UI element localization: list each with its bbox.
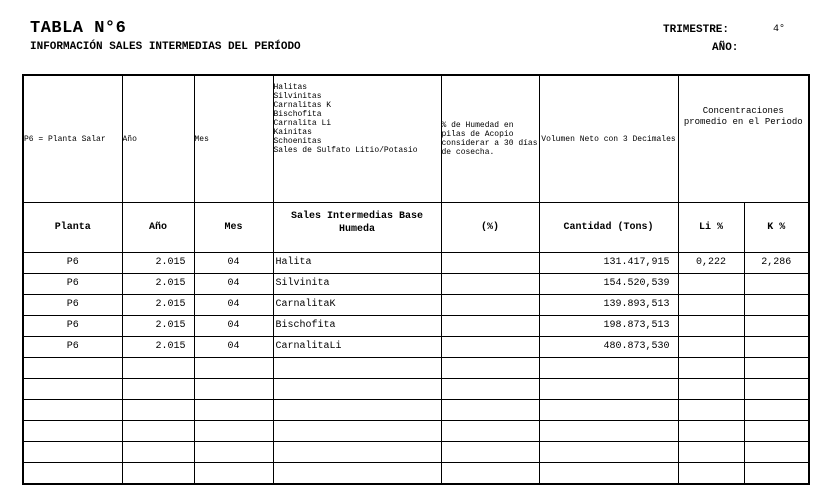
cell-planta: P6 (23, 274, 122, 295)
cell-humedad (441, 337, 539, 358)
cell-humedad (441, 253, 539, 274)
cell-sal (273, 442, 441, 463)
sales-list-item: Halitas (273, 83, 308, 92)
cell-planta: P6 (23, 295, 122, 316)
anio-label: AÑO: (712, 42, 739, 54)
desc-anio: Año (122, 75, 194, 203)
cell-mes: 04 (194, 337, 273, 358)
desc-sales-list (273, 75, 441, 203)
desc-planta: P6 = Planta Salar (23, 75, 122, 203)
cell-cantidad: 131.417,915 (539, 253, 678, 274)
cell-anio: 2.015 (122, 253, 194, 274)
cell-cantidad: 139.893,513 (539, 295, 678, 316)
cell-li (678, 274, 744, 295)
cell-mes: 04 (194, 274, 273, 295)
cell-humedad (441, 274, 539, 295)
cell-cantidad: 480.873,530 (539, 337, 678, 358)
sales-table (22, 74, 810, 485)
col-anio: Año (122, 203, 194, 253)
cell-cantidad (539, 358, 678, 379)
cell-anio (122, 400, 194, 421)
cell-sal: CarnalitaK (273, 295, 441, 316)
cell-sal (273, 358, 441, 379)
cell-planta: P6 (23, 337, 122, 358)
sales-list-item: Schoenitas (273, 137, 322, 146)
cell-sal: Bischofita (273, 316, 441, 337)
cell-li (678, 442, 744, 463)
table-title: TABLA N°6 (30, 19, 127, 38)
table-row (23, 316, 809, 337)
cell-sal (273, 400, 441, 421)
cell-humedad (441, 316, 539, 337)
cell-sal (273, 421, 441, 442)
cell-planta: P6 (23, 253, 122, 274)
cell-planta (23, 358, 122, 379)
cell-k (744, 442, 809, 463)
cell-planta (23, 442, 122, 463)
description-row (23, 75, 809, 203)
cell-cantidad (539, 442, 678, 463)
cell-anio: 2.015 (122, 274, 194, 295)
cell-k (744, 379, 809, 400)
cell-li (678, 337, 744, 358)
desc-mes: Mes (194, 75, 273, 203)
cell-cantidad (539, 400, 678, 421)
cell-anio (122, 379, 194, 400)
column-header-row (23, 203, 809, 253)
cell-cantidad: 154.520,539 (539, 274, 678, 295)
cell-li (678, 400, 744, 421)
cell-k (744, 358, 809, 379)
cell-li (678, 421, 744, 442)
table-body (23, 253, 809, 485)
table-row (23, 274, 809, 295)
cell-li (678, 463, 744, 485)
cell-k: 2,286 (744, 253, 809, 274)
cell-mes (194, 379, 273, 400)
desc-concentraciones: Concentraciones promedio en el Periodo (678, 75, 809, 203)
cell-humedad (441, 442, 539, 463)
table-row (23, 358, 809, 379)
cell-cantidad (539, 379, 678, 400)
cell-cantidad: 198.873,513 (539, 316, 678, 337)
cell-anio (122, 421, 194, 442)
table-row (23, 463, 809, 485)
cell-anio (122, 442, 194, 463)
cell-sal: Halita (273, 253, 441, 274)
cell-planta: P6 (23, 316, 122, 337)
col-k: K % (744, 203, 809, 253)
cell-sal: Silvinita (273, 274, 441, 295)
cell-li (678, 295, 744, 316)
cell-mes: 04 (194, 295, 273, 316)
cell-anio (122, 358, 194, 379)
cell-humedad (441, 400, 539, 421)
table-row (23, 442, 809, 463)
cell-k (744, 295, 809, 316)
table-subtitle: INFORMACIÓN SALES INTERMEDIAS DEL PERÍODO (30, 41, 301, 53)
sales-list-item: Bischofita (273, 110, 322, 119)
col-humedad: (%) (441, 203, 539, 253)
cell-mes: 04 (194, 253, 273, 274)
cell-mes (194, 463, 273, 485)
cell-mes (194, 442, 273, 463)
cell-humedad (441, 379, 539, 400)
cell-mes: 04 (194, 316, 273, 337)
cell-k (744, 316, 809, 337)
cell-anio (122, 463, 194, 485)
sales-list-item: Silvinitas (273, 92, 322, 101)
col-sales: Sales Intermedias Base Humeda (273, 203, 441, 253)
sales-list-item: Sales de Sulfato Litio/Potasio (273, 146, 418, 155)
cell-anio: 2.015 (122, 337, 194, 358)
cell-li (678, 316, 744, 337)
cell-anio: 2.015 (122, 295, 194, 316)
cell-li (678, 379, 744, 400)
col-planta: Planta (23, 203, 122, 253)
cell-k (744, 400, 809, 421)
cell-planta (23, 421, 122, 442)
trimestre-value: 4° (773, 24, 786, 35)
table-row (23, 295, 809, 316)
cell-mes (194, 358, 273, 379)
cell-li (678, 358, 744, 379)
desc-humedad: % de Humedad en pilas de Acopio considerar a 30 días de cosecha. (441, 75, 539, 203)
cell-k (744, 337, 809, 358)
cell-mes (194, 400, 273, 421)
col-cantidad: Cantidad (Tons) (539, 203, 678, 253)
cell-cantidad (539, 463, 678, 485)
cell-planta (23, 379, 122, 400)
cell-k (744, 421, 809, 442)
cell-humedad (441, 463, 539, 485)
table-row (23, 337, 809, 358)
sales-list-item: Kainitas (273, 128, 312, 137)
cell-k (744, 463, 809, 485)
col-mes: Mes (194, 203, 273, 253)
sales-list-item: Carnalita Li (273, 119, 332, 128)
trimestre-label: TRIMESTRE: (663, 24, 730, 36)
table-row (23, 400, 809, 421)
cell-li: 0,222 (678, 253, 744, 274)
cell-planta (23, 400, 122, 421)
cell-humedad (441, 295, 539, 316)
table-row (23, 379, 809, 400)
cell-planta (23, 463, 122, 485)
cell-sal: CarnalitaLi (273, 337, 441, 358)
desc-volumen: Volumen Neto con 3 Decimales (539, 75, 678, 203)
cell-k (744, 274, 809, 295)
cell-cantidad (539, 421, 678, 442)
cell-humedad (441, 358, 539, 379)
cell-humedad (441, 421, 539, 442)
cell-mes (194, 421, 273, 442)
col-li: Li % (678, 203, 744, 253)
table-row (23, 253, 809, 274)
cell-sal (273, 379, 441, 400)
cell-anio: 2.015 (122, 316, 194, 337)
sales-list-item: Carnalitas K (273, 101, 332, 110)
table-row (23, 421, 809, 442)
cell-sal (273, 463, 441, 485)
